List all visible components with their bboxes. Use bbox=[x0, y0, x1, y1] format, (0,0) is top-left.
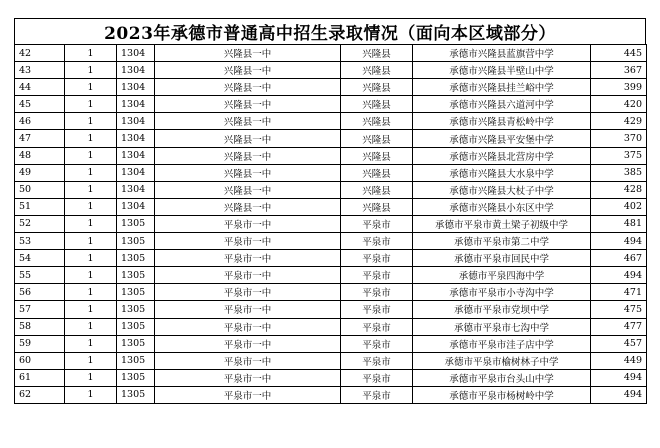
cell-school: 兴隆县一中 bbox=[155, 198, 341, 215]
cell-no: 54 bbox=[15, 250, 65, 267]
cell-no: 56 bbox=[15, 284, 65, 301]
cell-school: 兴隆县一中 bbox=[155, 45, 341, 62]
cell-county: 平泉市 bbox=[341, 386, 413, 403]
cell-batch: 1 bbox=[65, 113, 117, 130]
table-row bbox=[15, 147, 647, 164]
cell-no: 45 bbox=[15, 96, 65, 113]
table-row bbox=[15, 250, 647, 267]
table-row bbox=[15, 62, 647, 79]
cell-score: 494 bbox=[591, 386, 647, 403]
cell-junior-school: 承德市兴隆县青松岭中学 bbox=[413, 113, 591, 130]
cell-school: 平泉市一中 bbox=[155, 335, 341, 352]
cell-school: 平泉市一中 bbox=[155, 318, 341, 335]
cell-score: 494 bbox=[591, 267, 647, 284]
cell-county: 平泉市 bbox=[341, 318, 413, 335]
cell-score: 420 bbox=[591, 96, 647, 113]
table-row bbox=[15, 301, 647, 318]
cell-batch: 1 bbox=[65, 164, 117, 181]
cell-score: 494 bbox=[591, 369, 647, 386]
cell-batch: 1 bbox=[65, 198, 117, 215]
cell-code: 1304 bbox=[117, 79, 155, 96]
table-row bbox=[15, 181, 647, 198]
cell-batch: 1 bbox=[65, 284, 117, 301]
cell-code: 1304 bbox=[117, 113, 155, 130]
cell-county: 平泉市 bbox=[341, 233, 413, 250]
cell-score: 370 bbox=[591, 130, 647, 147]
cell-code: 1304 bbox=[117, 130, 155, 147]
cell-county: 平泉市 bbox=[341, 352, 413, 369]
cell-code: 1304 bbox=[117, 147, 155, 164]
cell-no: 61 bbox=[15, 369, 65, 386]
cell-school: 兴隆县一中 bbox=[155, 96, 341, 113]
cell-school: 兴隆县一中 bbox=[155, 62, 341, 79]
cell-code: 1305 bbox=[117, 215, 155, 232]
cell-code: 1305 bbox=[117, 352, 155, 369]
cell-no: 42 bbox=[15, 45, 65, 62]
table-row bbox=[15, 215, 647, 232]
table-row bbox=[15, 233, 647, 250]
cell-junior-school: 承德市兴隆县北营房中学 bbox=[413, 147, 591, 164]
table-row bbox=[15, 96, 647, 113]
cell-score: 449 bbox=[591, 352, 647, 369]
cell-no: 53 bbox=[15, 233, 65, 250]
cell-batch: 1 bbox=[65, 147, 117, 164]
cell-score: 367 bbox=[591, 62, 647, 79]
cell-school: 兴隆县一中 bbox=[155, 181, 341, 198]
cell-batch: 1 bbox=[65, 250, 117, 267]
cell-code: 1305 bbox=[117, 301, 155, 318]
cell-batch: 1 bbox=[65, 267, 117, 284]
cell-county: 兴隆县 bbox=[341, 62, 413, 79]
cell-score: 445 bbox=[591, 45, 647, 62]
cell-no: 52 bbox=[15, 215, 65, 232]
cell-school: 平泉市一中 bbox=[155, 250, 341, 267]
cell-no: 43 bbox=[15, 62, 65, 79]
cell-junior-school: 承德市兴隆县小东区中学 bbox=[413, 198, 591, 215]
table-row bbox=[15, 79, 647, 96]
cell-batch: 1 bbox=[65, 301, 117, 318]
cell-school: 兴隆县一中 bbox=[155, 147, 341, 164]
cell-code: 1305 bbox=[117, 386, 155, 403]
cell-code: 1305 bbox=[117, 233, 155, 250]
cell-batch: 1 bbox=[65, 62, 117, 79]
cell-county: 平泉市 bbox=[341, 267, 413, 284]
cell-school: 平泉市一中 bbox=[155, 369, 341, 386]
cell-batch: 1 bbox=[65, 79, 117, 96]
cell-school: 兴隆县一中 bbox=[155, 164, 341, 181]
cell-school: 平泉市一中 bbox=[155, 267, 341, 284]
cell-county: 平泉市 bbox=[341, 250, 413, 267]
cell-no: 55 bbox=[15, 267, 65, 284]
table-row bbox=[15, 113, 647, 130]
cell-junior-school: 承德市兴隆县半壁山中学 bbox=[413, 62, 591, 79]
cell-junior-school: 承德市平泉市七沟中学 bbox=[413, 318, 591, 335]
cell-school: 兴隆县一中 bbox=[155, 113, 341, 130]
table-row bbox=[15, 352, 647, 369]
cell-score: 481 bbox=[591, 215, 647, 232]
cell-score: 471 bbox=[591, 284, 647, 301]
cell-junior-school: 承德市平泉市小寺沟中学 bbox=[413, 284, 591, 301]
cell-no: 50 bbox=[15, 181, 65, 198]
cell-junior-school: 承德市兴隆县平安堡中学 bbox=[413, 130, 591, 147]
cell-county: 平泉市 bbox=[341, 215, 413, 232]
cell-junior-school: 承德市平泉市回民中学 bbox=[413, 250, 591, 267]
cell-batch: 1 bbox=[65, 181, 117, 198]
cell-code: 1304 bbox=[117, 45, 155, 62]
cell-batch: 1 bbox=[65, 386, 117, 403]
cell-score: 399 bbox=[591, 79, 647, 96]
cell-score: 375 bbox=[591, 147, 647, 164]
cell-school: 平泉市一中 bbox=[155, 352, 341, 369]
cell-no: 47 bbox=[15, 130, 65, 147]
cell-code: 1304 bbox=[117, 62, 155, 79]
cell-county: 平泉市 bbox=[341, 369, 413, 386]
cell-junior-school: 承德市兴隆县蓝旗营中学 bbox=[413, 45, 591, 62]
cell-batch: 1 bbox=[65, 215, 117, 232]
cell-score: 429 bbox=[591, 113, 647, 130]
cell-no: 44 bbox=[15, 79, 65, 96]
cell-junior-school: 承德市平泉市杨树岭中学 bbox=[413, 386, 591, 403]
cell-county: 兴隆县 bbox=[341, 164, 413, 181]
table-row bbox=[15, 335, 647, 352]
cell-batch: 1 bbox=[65, 233, 117, 250]
cell-score: 475 bbox=[591, 301, 647, 318]
cell-code: 1305 bbox=[117, 267, 155, 284]
cell-no: 51 bbox=[15, 198, 65, 215]
cell-no: 62 bbox=[15, 386, 65, 403]
cell-junior-school: 承德市兴隆县六道河中学 bbox=[413, 96, 591, 113]
cell-school: 平泉市一中 bbox=[155, 284, 341, 301]
cell-code: 1305 bbox=[117, 335, 155, 352]
cell-score: 494 bbox=[591, 233, 647, 250]
cell-junior-school: 承德市平泉市洼子店中学 bbox=[413, 335, 591, 352]
cell-school: 平泉市一中 bbox=[155, 215, 341, 232]
table-row bbox=[15, 45, 647, 62]
table-body bbox=[15, 45, 647, 404]
cell-batch: 1 bbox=[65, 318, 117, 335]
cell-batch: 1 bbox=[65, 369, 117, 386]
cell-no: 46 bbox=[15, 113, 65, 130]
cell-code: 1304 bbox=[117, 198, 155, 215]
cell-junior-school: 承德市平泉市台头山中学 bbox=[413, 369, 591, 386]
cell-junior-school: 承德市平泉市党坝中学 bbox=[413, 301, 591, 318]
cell-score: 428 bbox=[591, 181, 647, 198]
cell-county: 兴隆县 bbox=[341, 181, 413, 198]
cell-no: 59 bbox=[15, 335, 65, 352]
cell-county: 平泉市 bbox=[341, 284, 413, 301]
cell-county: 兴隆县 bbox=[341, 198, 413, 215]
cell-junior-school: 承德市平泉市第二中学 bbox=[413, 233, 591, 250]
cell-score: 402 bbox=[591, 198, 647, 215]
table-row bbox=[15, 130, 647, 147]
table-row bbox=[15, 386, 647, 403]
cell-batch: 1 bbox=[65, 96, 117, 113]
cell-batch: 1 bbox=[65, 45, 117, 62]
cell-junior-school: 承德市平泉市榆树林子中学 bbox=[413, 352, 591, 369]
table-row bbox=[15, 164, 647, 181]
cell-county: 平泉市 bbox=[341, 301, 413, 318]
cell-county: 兴隆县 bbox=[341, 79, 413, 96]
admission-table bbox=[14, 44, 647, 404]
cell-school: 平泉市一中 bbox=[155, 233, 341, 250]
cell-code: 1305 bbox=[117, 250, 155, 267]
cell-school: 兴隆县一中 bbox=[155, 79, 341, 96]
cell-no: 48 bbox=[15, 147, 65, 164]
cell-code: 1304 bbox=[117, 181, 155, 198]
cell-batch: 1 bbox=[65, 352, 117, 369]
table-row bbox=[15, 267, 647, 284]
cell-code: 1304 bbox=[117, 164, 155, 181]
cell-code: 1305 bbox=[117, 369, 155, 386]
cell-junior-school: 承德市兴隆县大水泉中学 bbox=[413, 164, 591, 181]
cell-junior-school: 承德市兴隆县挂兰峪中学 bbox=[413, 79, 591, 96]
cell-school: 平泉市一中 bbox=[155, 301, 341, 318]
cell-score: 385 bbox=[591, 164, 647, 181]
table-row bbox=[15, 284, 647, 301]
cell-school: 平泉市一中 bbox=[155, 386, 341, 403]
cell-no: 49 bbox=[15, 164, 65, 181]
cell-score: 467 bbox=[591, 250, 647, 267]
page-title: 2023年承德市普通高中招生录取情况（面向本区域部分） bbox=[14, 18, 646, 44]
cell-no: 57 bbox=[15, 301, 65, 318]
cell-county: 兴隆县 bbox=[341, 147, 413, 164]
table-row bbox=[15, 369, 647, 386]
cell-code: 1304 bbox=[117, 96, 155, 113]
cell-junior-school: 承德市平泉四海中学 bbox=[413, 267, 591, 284]
cell-county: 兴隆县 bbox=[341, 45, 413, 62]
cell-code: 1305 bbox=[117, 284, 155, 301]
cell-code: 1305 bbox=[117, 318, 155, 335]
cell-county: 兴隆县 bbox=[341, 130, 413, 147]
table-row bbox=[15, 318, 647, 335]
cell-county: 平泉市 bbox=[341, 335, 413, 352]
cell-batch: 1 bbox=[65, 130, 117, 147]
cell-no: 58 bbox=[15, 318, 65, 335]
cell-score: 477 bbox=[591, 318, 647, 335]
cell-county: 兴隆县 bbox=[341, 96, 413, 113]
cell-junior-school: 承德市平泉市黄土梁子初级中学 bbox=[413, 215, 591, 232]
table-row bbox=[15, 198, 647, 215]
cell-no: 60 bbox=[15, 352, 65, 369]
cell-school: 兴隆县一中 bbox=[155, 130, 341, 147]
cell-score: 457 bbox=[591, 335, 647, 352]
cell-junior-school: 承德市兴隆县大杖子中学 bbox=[413, 181, 591, 198]
cell-county: 兴隆县 bbox=[341, 113, 413, 130]
cell-batch: 1 bbox=[65, 335, 117, 352]
